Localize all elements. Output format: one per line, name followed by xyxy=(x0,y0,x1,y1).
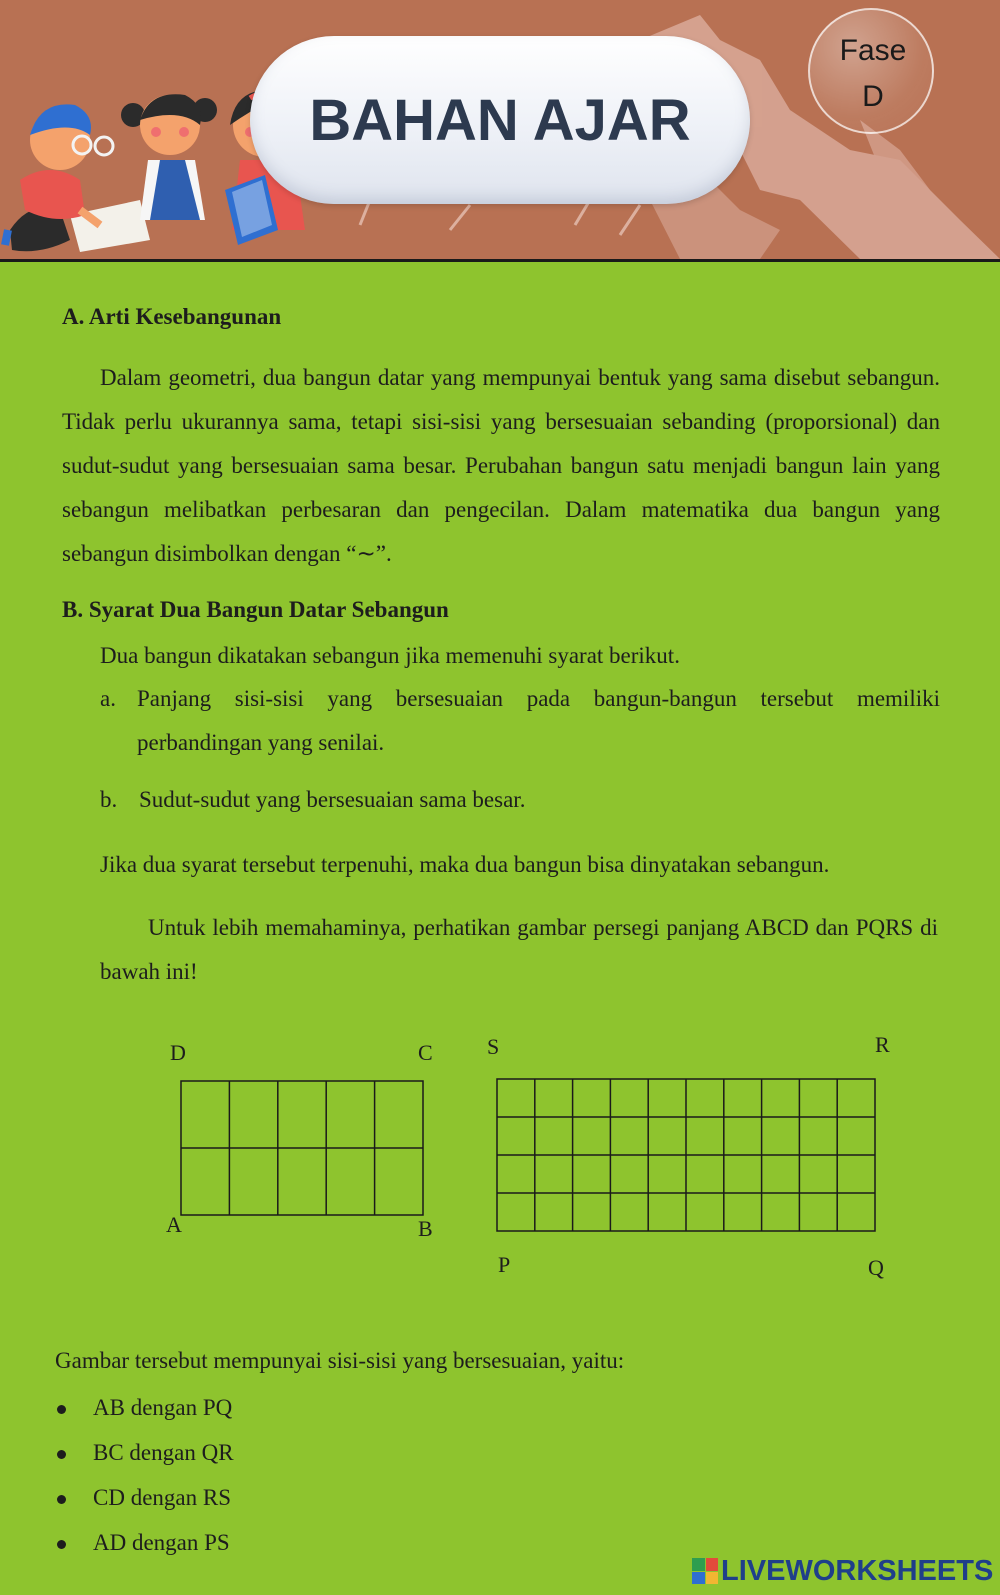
label-s: S xyxy=(487,1034,500,1059)
bullet-icon xyxy=(57,1405,66,1414)
label-c: C xyxy=(418,1040,433,1065)
liveworksheets-logo[interactable] xyxy=(692,1555,993,1587)
label-q: Q xyxy=(868,1255,884,1280)
label-p: P xyxy=(498,1252,511,1277)
label-r: R xyxy=(875,1032,890,1057)
label-d: D xyxy=(170,1040,186,1065)
condition-a-marker: a. xyxy=(100,686,116,711)
liveworksheets-icon xyxy=(692,1558,718,1584)
section-b-intro: Dua bangun dikatakan sebangun jika memenuhi syarat berikut. xyxy=(100,643,680,668)
section-a-paragraph: Dalam geometri, dua bangun datar yang mempunyai bentuk yang sama disebut sebangun. Tidak perlu ukurannya sama, tetapi sisi-sisi yang bersesuaian sebanding (proporsional) dan sudut-sudut yang bersesuaian sama besar. Perubahan bangun satu menjadi bangun lain yang sebangun melibatkan perbesaran dan pengecilan. Dalam matematika dua bangun yang sebangun disimbolkan dengan “∼”. xyxy=(62,365,940,566)
bullet-icon xyxy=(57,1540,66,1549)
phase-label: Fase xyxy=(839,34,907,67)
bullet-icon xyxy=(57,1450,66,1459)
conclusion-text: Jika dua syarat tersebut terpenuhi, maka dua bangun bisa dinyatakan sebangun. xyxy=(100,852,830,877)
brand-name: LIVEWORKSHEETS xyxy=(721,1554,994,1587)
label-a: A xyxy=(166,1212,182,1237)
condition-b-text: Sudut-sudut yang bersesuaian sama besar. xyxy=(139,787,526,812)
section-a-heading: A. Arti Kesebangunan xyxy=(62,304,282,329)
section-b-heading: B. Syarat Dua Bangun Datar Sebangun xyxy=(62,597,449,622)
phase-value: D xyxy=(862,80,884,113)
page-title: BAHAN AJAR xyxy=(309,87,691,153)
rectangles-figure xyxy=(0,1020,1000,1290)
label-b: B xyxy=(418,1216,433,1241)
header-banner xyxy=(0,0,1000,262)
instruction-text: Untuk lebih memahaminya, perhatikan gambar persegi panjang ABCD dan PQRS di bawah ini! xyxy=(100,915,938,984)
condition-b-marker: b. xyxy=(100,787,118,812)
title-banner xyxy=(250,36,750,204)
bullet-icon xyxy=(57,1495,66,1504)
phase-badge xyxy=(808,8,934,134)
corresponding-sides-intro: Gambar tersebut mempunyai sisi-sisi yang bersesuaian, yaitu: xyxy=(55,1348,625,1373)
rectangle-pqrs xyxy=(496,1078,876,1232)
rectangle-abcd xyxy=(180,1080,424,1216)
condition-a-text: Panjang sisi-sisi yang bersesuaian pada bangun-bangun tersebut memiliki perbandingan yang senilai. xyxy=(137,686,940,755)
